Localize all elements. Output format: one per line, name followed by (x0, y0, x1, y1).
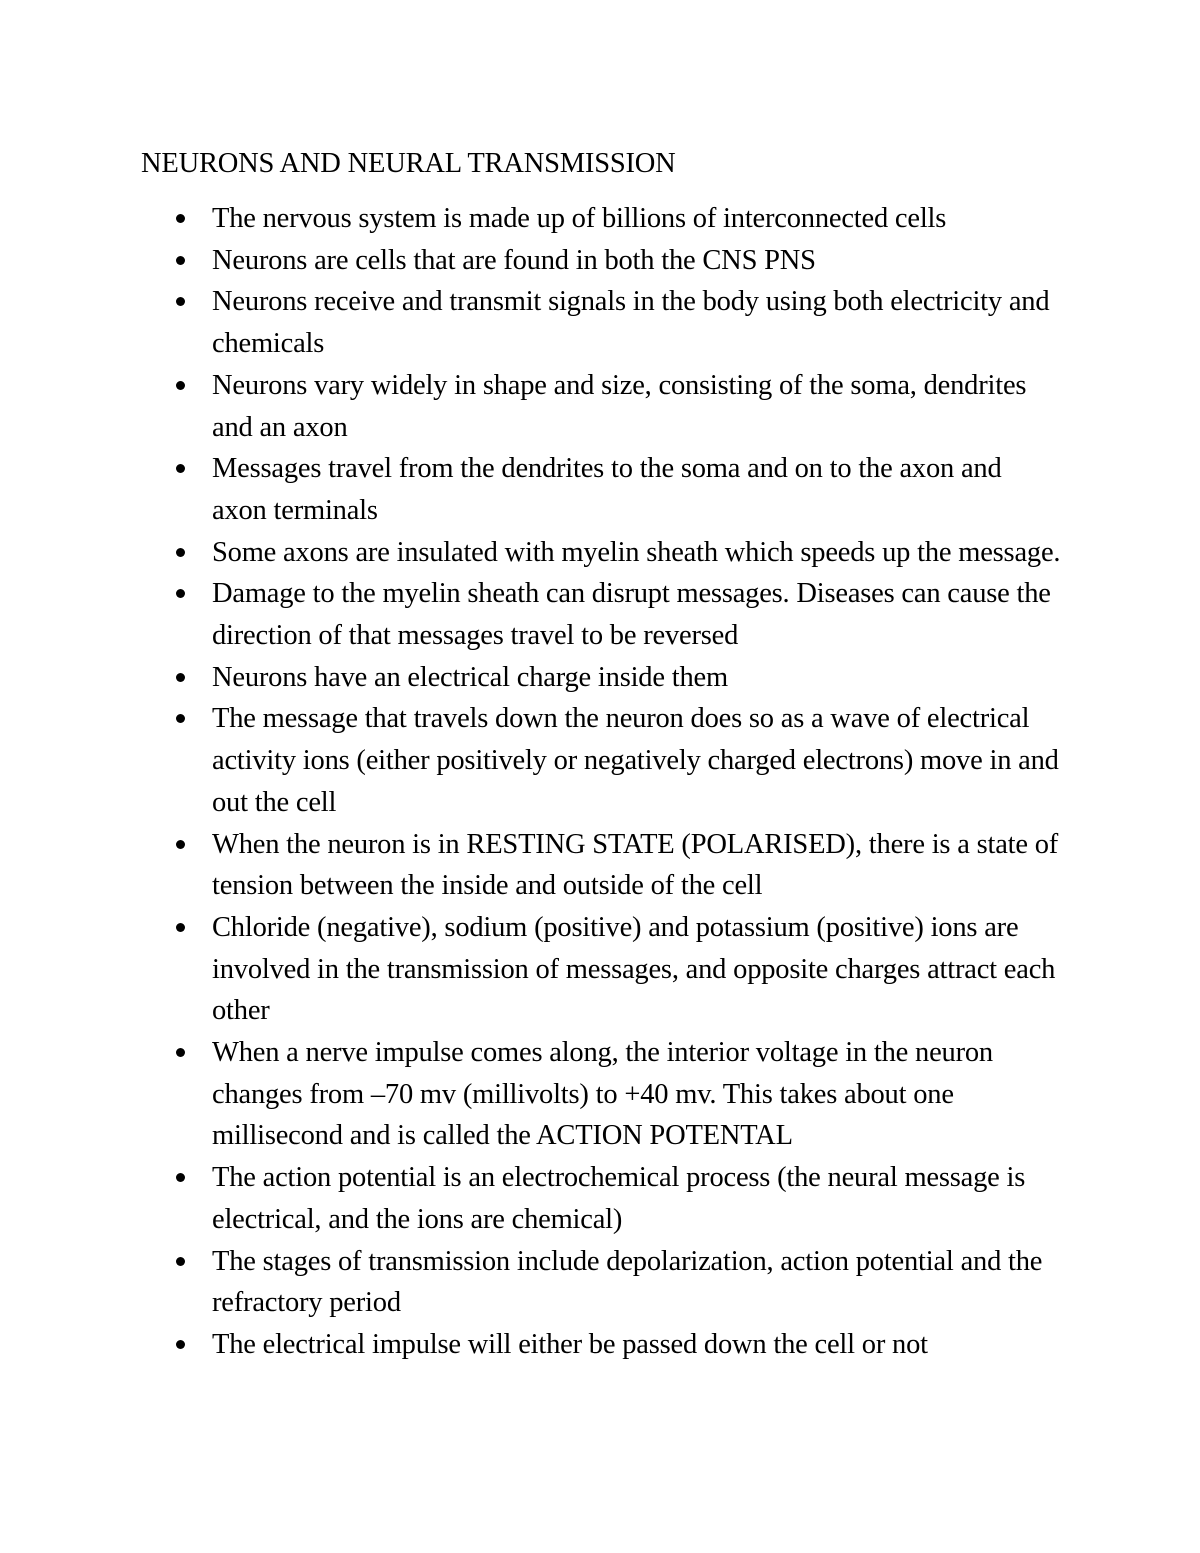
list-item-text: The action potential is an electrochemical process (the neural message is electrical, and the ions are chemical) (212, 1162, 1026, 1235)
bullet-dot-icon (176, 381, 185, 390)
list-item (0, 573, 1062, 656)
list-item (0, 1157, 1062, 1240)
bullet-list (0, 198, 1200, 1366)
bullet-dot-icon (176, 714, 185, 723)
list-item (0, 1324, 1062, 1366)
bullet-dot-icon (176, 589, 185, 598)
list-item (0, 532, 1062, 574)
bullet-dot-icon (176, 1257, 185, 1266)
list-item-text: The nervous system is made up of billions of interconnected cells (212, 203, 947, 234)
list-item (0, 448, 1062, 531)
list-item (0, 698, 1062, 823)
list-item-text: Chloride (negative), sodium (positive) and potassium (positive) ions are involved in the transmission of messages, and opposite charges attract each other (212, 911, 1056, 1027)
bullet-dot-icon (176, 256, 185, 265)
list-item (0, 824, 1062, 907)
list-item-text: Neurons vary widely in shape and size, consisting of the soma, dendrites and an axon (212, 369, 1027, 443)
list-item-text: Neurons receive and transmit signals in the body using both electricity and chemicals (212, 286, 1050, 360)
list-item (0, 907, 1062, 1032)
list-item (0, 1032, 1062, 1157)
list-item (0, 1241, 1062, 1324)
list-item (0, 240, 1062, 282)
bullet-dot-icon (176, 1048, 185, 1057)
list-item-text: The stages of transmission include depolarization, action potential and the refractory period (212, 1245, 1043, 1319)
list-item-text: Damage to the myelin sheath can disrupt messages. Diseases can cause the direction of that messages travel to be reversed (212, 578, 1051, 652)
bullet-dot-icon (176, 1173, 185, 1182)
list-item-text: When the neuron is in RESTING STATE (POLARISED), there is a state of tension between the inside and outside of the cell (212, 828, 1059, 902)
bullet-dot-icon (176, 548, 185, 557)
bullet-dot-icon (176, 464, 185, 473)
list-item (0, 365, 1062, 448)
list-item-text: Messages travel from the dendrites to the soma and on to the axon and axon terminals (212, 453, 1002, 526)
bullet-dot-icon (176, 673, 185, 682)
bullet-dot-icon (176, 1340, 185, 1349)
bullet-dot-icon (176, 214, 185, 223)
list-item-text: The message that travels down the neuron does so as a wave of electrical activity ions (either positively or negatively charged electrons) move in and out the cell (212, 703, 1059, 818)
list-item (0, 281, 1062, 364)
bullet-dot-icon (176, 840, 185, 849)
list-item-text: Some axons are insulated with myelin sheath which speeds up the message. (212, 536, 1061, 568)
list-item-text: Neurons have an electrical charge inside them (212, 661, 728, 693)
document-title: NEURONS AND NEURAL TRANSMISSION (141, 148, 676, 179)
list-item (0, 657, 1062, 699)
bullet-dot-icon (176, 297, 185, 306)
list-item-text: Neurons are cells that are found in both the CNS PNS (212, 244, 816, 276)
list-item-text: When a nerve impulse comes along, the interior voltage in the neuron changes from –70 mv (millivolts) to +40 mv. This takes about one millisecond and is called the ACTION POTENTAL (212, 1037, 993, 1152)
list-item-text: The electrical impulse will either be passed down the cell or not (212, 1328, 928, 1360)
list-item (0, 198, 1062, 240)
bullet-dot-icon (176, 923, 185, 932)
